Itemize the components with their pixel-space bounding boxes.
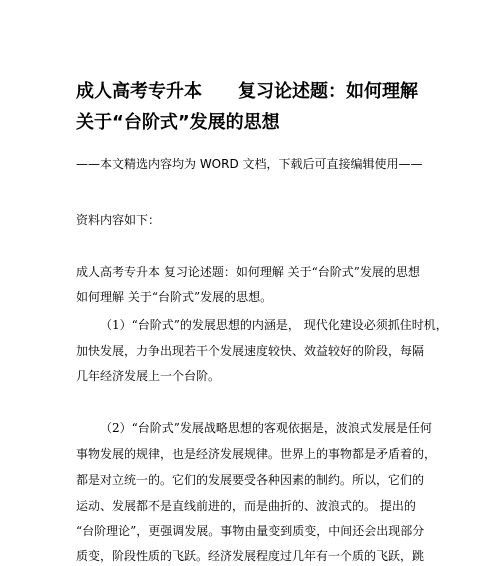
intro-text: 资料内容如下： [76,213,161,227]
body-line: “台阶理论”，更强调发展。事物由量变到质变，中间还会出现部分 [76,524,425,538]
body-line: 运动、发展都不是直线前进的，而是曲折的、波浪式的。 提出的 [76,499,416,513]
body-line: 成人高考专升本 复习论述题：如何理解 关于“台阶式”发展的思想 [76,265,420,279]
body-line: 加快发展，力争出现若干个发展速度较快、效益较好的阶段，每隔 [76,344,425,358]
body-line: 质变，阶段性质的飞跃。经济发展程度过几年有一个质的飞跃，跳 [76,549,425,563]
doc-subtitle: ——本文精选内容均为 WORD 文档，下载后可直接编辑使用—— [76,157,423,171]
body-line: 几年经济发展上一个台阶。 [76,369,221,383]
body-line: （1）“台阶式”的发展思想的内涵是， 现代化建设必须抓住时机， [100,318,448,332]
body-line: 如何理解 关于“台阶式”发展的思想。 [76,290,273,304]
doc-title-line-1: 成人高考专升本 复习论述题：如何理解 [76,81,418,102]
body-line: （2）“台阶式”发展战略思想的客观依据是，波浪式发展是任何 [100,421,432,435]
body-line: 事物发展的规律，也是经济发展规律。世界上的事物都是矛盾着的， [76,447,437,461]
body-line: 都是对立统一的。它们的发展要受各种因素的制约。所以，它们的 [76,473,425,487]
doc-title-line-2: 关于“台阶式”发展的思想 [76,112,280,133]
